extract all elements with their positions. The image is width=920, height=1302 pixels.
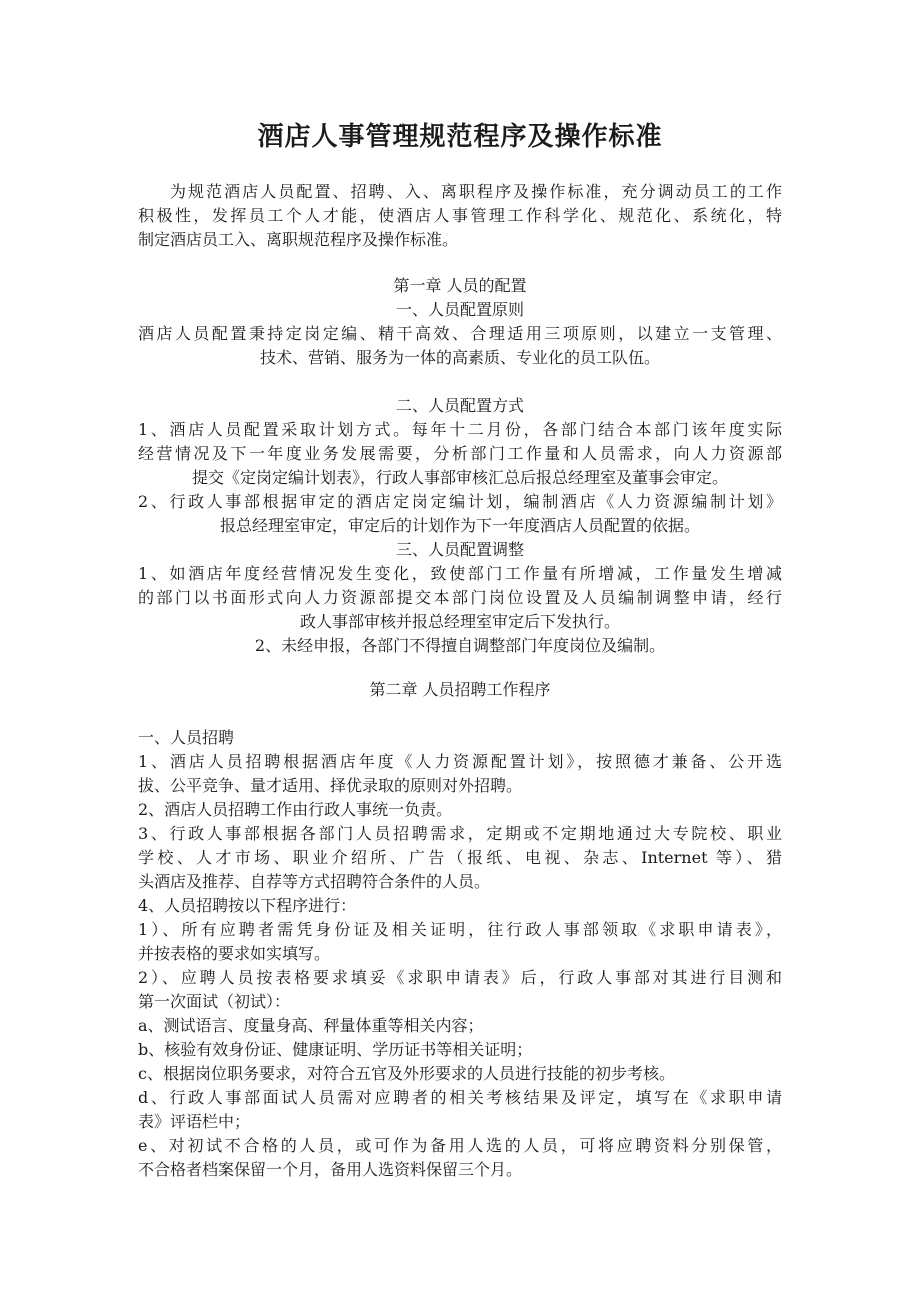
paragraph-line: 3、行政人事部根据各部门人员招聘需求，定期或不定期地通过大专院校、职业 [138,824,782,843]
paragraph-line: 技术、营销、服务为一体的高素质、专业化的员工队伍。 [259,348,660,367]
paragraph-line: 1、酒店人员招聘根据酒店年度《人力资源配置计划》，按照德才兼备、公开选 [138,752,782,771]
paragraph-line: d、行政人事部面试人员需对应聘者的相关考核结果及评定，填写在《求职申请 [138,1088,782,1107]
paragraph-line: a、测试语言、度量身高、秤量体重等相关内容； [138,1016,484,1035]
paragraph-line: 2、酒店人员招聘工作由行政人事统一负责。 [138,800,453,819]
intro-line: 积极性，发挥员工个人才能，使酒店人事管理工作科学化、规范化、系统化，特 [138,206,782,225]
chapter-heading: 第二章 人员招聘工作程序 [369,680,551,699]
paragraph-line: 头酒店及推荐、自荐等方式招聘符合条件的人员。 [138,872,491,891]
paragraph-line: 不合格者档案保留一个月，备用人选资料保留三个月。 [138,1160,523,1179]
paragraph-line: b、核验有效身份证、健康证明、学历证书等相关证明； [138,1040,533,1059]
chapter-1-section [138,274,782,370]
paragraph-line: e、对初试不合格的人员，或可作为备用人选的人员，可将应聘资料分别保管， [138,1136,782,1155]
chapter-heading: 第一章 人员的配置 [393,276,527,295]
paragraph-line: c、根据岗位职务要求，对符合五官及外形要求的人员进行技能的初步考核。 [138,1064,675,1083]
paragraph-line: 报总经理室审定，审定后的计划作为下一年度酒店人员配置的依据。 [219,516,700,535]
section-heading: 三、人员配置调整 [395,540,524,559]
paragraph-line: 并按表格的要求如实填写。 [138,944,331,963]
paragraph-line: 表》评语栏中； [138,1112,251,1131]
chapter-2-section [138,726,782,1182]
paragraph-line: 的部门以书面形式向人力资源部提交本部门岗位设置及人员编制调整申请，经行 [138,588,782,607]
paragraph-line: 2、行政人事部根据审定的酒店定岗定编计划，编制酒店《人力资源编制计划》 [138,492,782,511]
paragraph-line: 2）、应聘人员按表格要求填妥《求职申请表》后，行政人事部对其进行目测和 [138,968,782,987]
section-heading: 一、人员招聘 [138,728,235,747]
chapter-1-config-method [138,394,782,658]
section-heading: 二、人员配置方式 [395,396,524,415]
paragraph-line: 1、如酒店年度经营情况发生变化，致使部门工作量有所增减，工作量发生增减 [138,564,782,583]
paragraph-line: 4、人员招聘按以下程序进行： [138,896,357,915]
paragraph-line: 学校、人才市场、职业介绍所、广告（报纸、电视、杂志、Internet 等）、猎 [138,848,782,867]
paragraph-line: 1）、所有应聘者需凭身份证及相关证明，往行政人事部领取《求职申请表》， [138,920,782,939]
paragraph-line: 1、酒店人员配置采取计划方式。每年十二月份，各部门结合本部门该年度实际 [138,420,782,439]
paragraph-line: 政人事部审核并报总经理室审定后下发执行。 [299,612,620,631]
intro-line: 为规范酒店人员配置、招聘、入、离职程序及操作标准，充分调动员工的工作 [170,182,782,201]
intro-paragraph [138,180,782,252]
section-heading: 一、人员配置原则 [395,300,524,319]
paragraph-line: 经营情况及下一年度业务发展需要，分析部门工作量和人员需求，向人力资源部 [138,444,782,463]
paragraph-line: 第一次面试（初试）： [138,992,291,1011]
paragraph-line: 提交《定岗定编计划表》，行政人事部审核汇总后报总经理室及董事会审定。 [191,468,728,487]
document-title: 酒店人事管理规范程序及操作标准 [257,122,663,152]
intro-line: 制定酒店员工入、离职规范程序及操作标准。 [138,230,459,249]
chapter-2-heading-block [138,678,782,702]
paragraph-line: 酒店人员配置秉持定岗定编、精干高效、合理适用三项原则，以建立一支管理、 [138,324,782,343]
paragraph-line: 拔、公平竞争、量才适用、择优录取的原则对外招聘。 [138,776,523,795]
paragraph-line: 2、未经申报，各部门不得擅自调整部门年度岗位及编制。 [254,636,666,655]
